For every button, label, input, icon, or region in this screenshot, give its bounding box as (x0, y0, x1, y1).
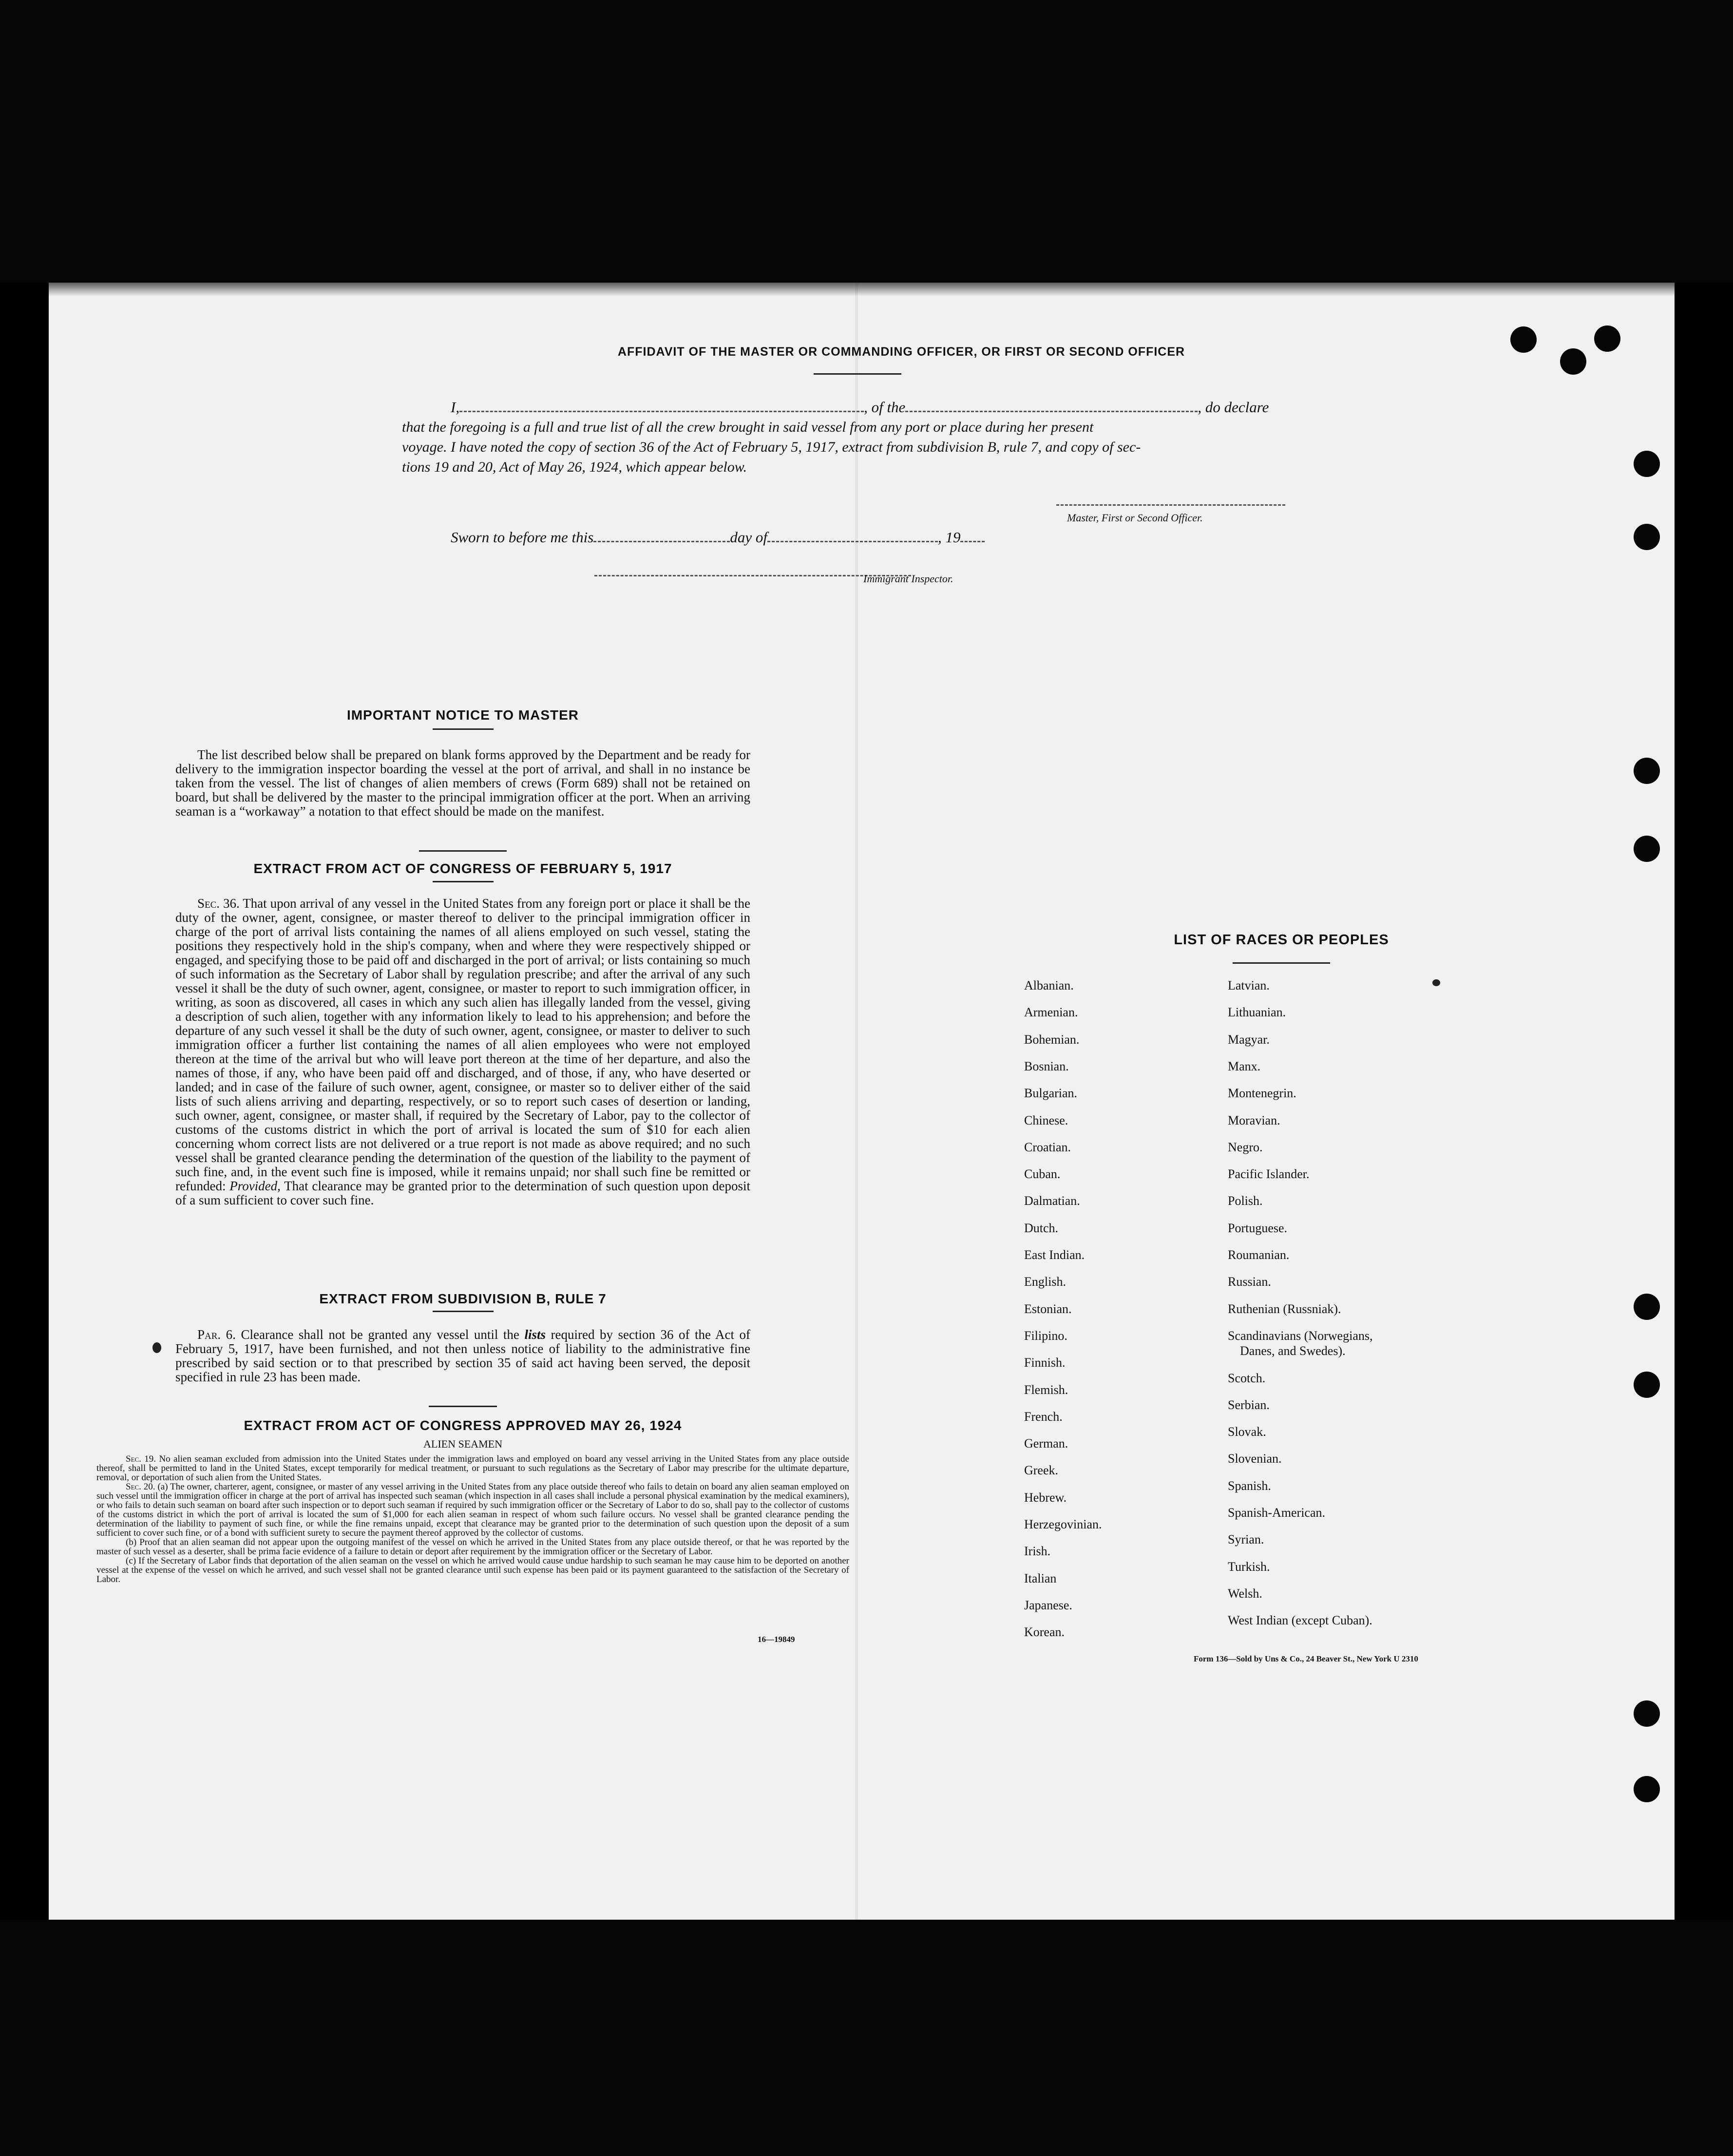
race-right-item: Pacific Islander. (1228, 1167, 1310, 1182)
day-blank (593, 538, 730, 542)
top-edge-smudge (49, 283, 1675, 296)
manifest-page (49, 283, 1675, 1920)
notice-body: The list described below shall be prepared on blank forms approved by the Department and be ready for delivery to the immigration inspector boarding the vessel at the port of arrival, and shall in no instance be taken from the vessel. The list of changes of alien members of crews (Form 689) shall not be retained on board, but shall be delivered by the master to the principal immigration officer at the port. When an arriving seaman is a “workaway” a notation to that effect should be made on the manifest. (175, 747, 750, 819)
extract-1917-body (175, 897, 750, 1207)
races-footer: Form 136—Sold by Uns & Co., 24 Beaver St., New York U 2310 (1194, 1654, 1418, 1663)
name-blank (459, 408, 864, 412)
race-right-item: Slovenian. (1228, 1451, 1282, 1466)
race-right-item: Slovak. (1228, 1425, 1266, 1439)
provided-label: Provided, (229, 1179, 281, 1193)
sworn-day-of: day of (730, 529, 767, 546)
notice-title: IMPORTANT NOTICE TO MASTER (346, 707, 579, 723)
race-left-item: Bosnian. (1024, 1059, 1069, 1073)
sec-20-label: Sec. 20. (126, 1482, 155, 1492)
race-right-item: Latvian. (1228, 978, 1270, 992)
par-6-label: Par. 6. (197, 1327, 236, 1342)
sec-19-label: Sec. 19. (126, 1454, 156, 1464)
affidavit-line-2: that the foregoing is a full and true list of all the crew brought in said vessel from any port or place during her present (402, 419, 1094, 435)
ink-speck (152, 1342, 161, 1353)
race-right-item: West Indian (except Cuban). (1228, 1613, 1372, 1628)
races-title-rule (1233, 962, 1330, 964)
sworn-year: , 19 (937, 529, 961, 546)
form-code: 16—19849 (758, 1635, 795, 1644)
sec-19-text: No alien seaman excluded from admission into the United States under the immigration laws and employed on board any vessel arriving in the United States from any place outside thereof, shall be permitted to land in the United States, except temporarily for medical treatment, or pursuant to such regulations as the Secretary of Labor may prescribe for the ultimate departure, removal, or deportation of such alien from the United States. (96, 1454, 849, 1483)
lists-word: lists (524, 1327, 546, 1342)
punch-hole (1634, 758, 1660, 784)
par-6-text-b: required by section 36 of the Act of February 5, 1917, have been furnished, and not then unless notice of liability to the administrative fine prescribed by said section or to that prescribed by section 35 of said act having been served, the deposit specified in rule 23 has been made. (175, 1327, 751, 1384)
race-left-item: Greek. (1024, 1463, 1059, 1478)
sec-19 (96, 1454, 849, 1482)
scanner-border-bottom (0, 1920, 1733, 2156)
race-right-item: Syrian. (1228, 1532, 1264, 1547)
sec-20a-text: (a) The owner, charterer, agent, consignee, or master of any vessel arriving in the United States from any place outside thereof who fails to detain on board any alien seaman employed on such vessel until the immigration officer in charge at the port of arrival has inspected such seaman (which inspection in all cases shall include a personal physical examination by the medical examiners), or who fails to detain such seaman on board after such inspection or to deport such seaman if required by such immigration officer or the Secretary of Labor to do so, shall pay to the collector of customs of the customs district in which the port of arrival is located the sum of $1,000 for each alien seaman in respect of whom such failure occurs. No vessel shall be granted clearance pending the determination of the liability to payment of such fine, or while the fine remains unpaid, except that clearance may be granted prior to the determination of such question upon the deposit of a sum sufficient to cover such fine, or of a bond with sufficient surety to secure the payment thereof approved by the collector of customs. (96, 1482, 850, 1538)
sec-20c: (c) If the Secretary of Labor finds that deportation of the alien seaman on the vessel on which he arrived would cause undue hardship to such seaman he may cause him to be deported on another vessel at the expense of the vessel on which he arrived, and such vessel shall not be granted clearance until such expense has been paid or its payment guaranteed to the satisfaction of the Secretary of Labor. (96, 1556, 849, 1584)
race-right-item: Turkish. (1228, 1559, 1270, 1574)
extract-rule7-body (175, 1328, 750, 1384)
punch-hole (1634, 451, 1660, 477)
race-right-item: Spanish. (1228, 1478, 1271, 1493)
race-right-item: Welsh. (1228, 1586, 1262, 1601)
ink-speck (1432, 979, 1440, 986)
race-right-item: Lithuanian. (1228, 1005, 1286, 1020)
punch-hole (1634, 1294, 1660, 1320)
race-left-item: Irish. (1024, 1544, 1051, 1559)
extract-rule7-end-rule (429, 1406, 497, 1407)
race-left-item: Hebrew. (1024, 1490, 1067, 1505)
punch-hole (1634, 836, 1660, 862)
affidavit-i: I, (451, 399, 460, 416)
punch-hole (1634, 524, 1660, 550)
sec-20a (96, 1482, 849, 1538)
affidavit-title: AFFIDAVIT OF THE MASTER OR COMMANDING OFFICER, OR FIRST OR SECOND OFFICER (617, 345, 1185, 359)
vessel-blank (905, 408, 1198, 412)
punch-hole (1634, 1700, 1660, 1727)
race-left-item: Flemish. (1024, 1382, 1068, 1397)
race-right-item: Russian. (1228, 1275, 1271, 1289)
race-right-item: Montenegrin. (1228, 1086, 1296, 1101)
affidavit-line-4: tions 19 and 20, Act of May 26, 1924, which appear below. (402, 459, 747, 475)
race-right-item: Serbian. (1228, 1397, 1270, 1412)
extract-rule7-title-rule (433, 1311, 494, 1312)
extract-1917-title: EXTRACT FROM ACT OF CONGRESS OF FEBRUARY 5, 1917 (253, 861, 672, 876)
notice-title-rule (433, 728, 494, 730)
race-right-item: Moravian. (1228, 1113, 1280, 1127)
race-left-item: Bulgarian. (1024, 1086, 1078, 1101)
race-right-item: Roumanian. (1228, 1248, 1290, 1262)
race-right-item: Ruthenian (Russniak). (1228, 1301, 1341, 1316)
extract-1924-title: EXTRACT FROM ACT OF CONGRESS APPROVED MAY 26, 1924 (244, 1418, 682, 1433)
punch-hole (1634, 1372, 1660, 1398)
affidavit-line-1 (451, 399, 1386, 416)
race-left-item: French. (1024, 1409, 1063, 1424)
sec-36-label: Sec. 36. (197, 896, 240, 911)
par-6-text-a: Clearance shall not be granted any vessel until the (241, 1327, 519, 1342)
sec-36-text: That upon arrival of any vessel in the United States from any foreign port or place it shall be the duty of the owner, agent, consignee, or master thereof to deliver to the principal immigration officer in charge of the port of arrival lists containing the names of all aliens employed on such vessel, stating the positions they respectively hold in the ship's company, when and where they were respectively shipped or engaged, and specifying those to be paid off and discharged in the port of arrival; or lists containing so much of such information as the Secretary of Labor shall by regulation prescribe; and after the arrival of any such vessel it shall be the duty of such owner, agent, consignee, or master to report to such immigration officer, in writing, as soon as discovered, all cases in which any such alien has illegally landed from the vessel, giving a description of such alien, together with any information likely to lead to his apprehension; and before the departure of any such vessel it shall be the duty of such owner, agent, consignee, or master to deliver to such immigration officer a further list containing the names of all alien employees who were not employed thereon at the time of the arrival but who will leave port thereon at the time of her departure, and also the names of those, if any, who have been paid off and discharged, and of those, if any, who have deserted or landed; and in case of the failure of such owner, agent, consignee, or master so to deliver either of the said lists of such aliens arriving and departing, respectively, or so to report such cases of desertion or landing, such owner, agent, consignee, or master shall, if required by the Secretary of Labor, pay to the collector of customs of the customs district in which the port of arrival is located the sum of $10 for each alien concerning whom correct lists are not delivered or a true report is not made as above required; and no such vessel shall be granted clearance pending the determination of the question of the liability to the payment of such fine, and, in the event such fine is imposed, while it remains unpaid; nor shall such fine be remitted or refunded: (175, 896, 751, 1193)
year-blank (960, 538, 985, 542)
race-left-item: Dalmatian. (1024, 1194, 1080, 1208)
race-left-item: Dutch. (1024, 1221, 1059, 1235)
punch-hole (1594, 325, 1620, 352)
race-left-item: Croatian. (1024, 1140, 1071, 1154)
extract-1917-title-rule (433, 881, 494, 882)
race-left-item: Italian (1024, 1571, 1057, 1585)
race-left-item: Estonian. (1024, 1301, 1072, 1316)
punch-hole (1560, 348, 1586, 375)
center-fold (855, 283, 858, 1920)
month-blank (767, 538, 938, 542)
race-right-item: Danes, and Swedes). (1240, 1344, 1346, 1358)
race-right-item: Magyar. (1228, 1032, 1270, 1047)
affidavit-do-declare: , do declare (1198, 399, 1269, 416)
race-right-item: Portuguese. (1228, 1221, 1288, 1235)
race-right-item: Scandinavians (Norwegians, (1228, 1328, 1373, 1343)
race-left-item: Albanian. (1024, 978, 1074, 992)
race-left-item: Bohemian. (1024, 1032, 1080, 1047)
affidavit-title-rule (814, 373, 901, 375)
race-right-item: Manx. (1228, 1059, 1261, 1073)
race-left-item: English. (1024, 1275, 1066, 1289)
race-left-item: East Indian. (1024, 1248, 1085, 1262)
provided-text: That clearance may be granted prior to the determination of such question upon deposit of a sum sufficient to cover such fine. (175, 1179, 751, 1207)
notice-end-rule (419, 850, 507, 852)
master-signature-line (1056, 504, 1285, 506)
race-left-item: Armenian. (1024, 1005, 1078, 1020)
race-right-item: Scotch. (1228, 1371, 1266, 1385)
inspector-label: Immigrant Inspector. (863, 572, 953, 585)
sec-20b: (b) Proof that an alien seaman did not appear upon the outgoing manifest of the vessel on which he arrived in the United States from any place outside thereof, or that he was reported by the master of such vessel as a deserter, shall be prima facie evidence of a failure to detain or deport after requirement by the immigration officer or the Secretary of Labor. (96, 1537, 849, 1557)
punch-hole (1634, 1776, 1660, 1802)
race-left-item: Herzegovinian. (1024, 1517, 1102, 1531)
race-left-item: Japanese. (1024, 1598, 1072, 1612)
scanner-border-top (0, 0, 1733, 283)
extract-1924-subtitle: ALIEN SEAMEN (423, 1438, 502, 1450)
race-left-item: German. (1024, 1436, 1068, 1451)
race-right-item: Spanish-American. (1228, 1506, 1326, 1520)
race-left-item: Finnish. (1024, 1355, 1066, 1370)
race-right-item: Negro. (1228, 1140, 1263, 1154)
affidavit-of-the: , of the (864, 399, 906, 416)
master-signature-label: Master, First or Second Officer. (1067, 512, 1203, 524)
punch-hole (1510, 326, 1537, 353)
race-left-item: Korean. (1024, 1625, 1065, 1640)
extract-1924-body (96, 1454, 849, 1584)
race-right-item: Polish. (1228, 1194, 1263, 1208)
sworn-line (451, 529, 985, 546)
races-title: LIST OF RACES OR PEOPLES (1174, 932, 1389, 948)
race-left-item: Filipino. (1024, 1328, 1067, 1343)
race-left-item: Cuban. (1024, 1167, 1061, 1182)
sworn-prefix: Sworn to before me this (451, 529, 594, 546)
extract-rule7-title: EXTRACT FROM SUBDIVISION B, RULE 7 (319, 1291, 607, 1306)
affidavit-line-3: voyage. I have noted the copy of section 36 of the Act of February 5, 1917, extract from subdivision B, rule 7, and copy of sec- (402, 439, 1141, 455)
race-left-item: Chinese. (1024, 1113, 1068, 1127)
